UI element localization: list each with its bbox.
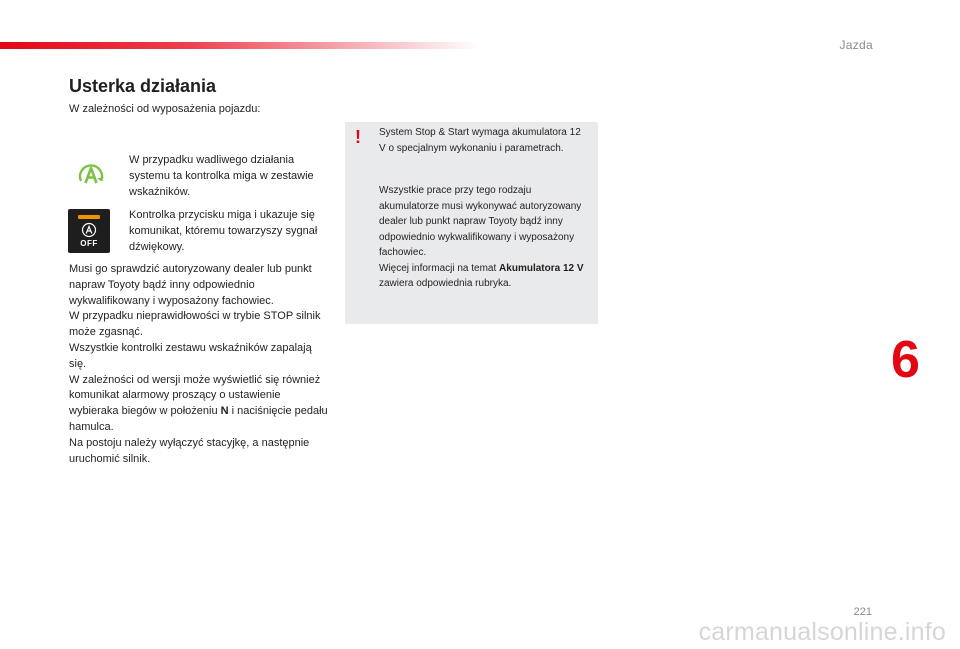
body-line: Na postoju należy wyłączyć stacyjkę, a następnie uruchomić silnik. — [69, 436, 310, 465]
body-line: W zależności od wersji może wyświetlić się również komunikat alarmowy proszący o ustawienie wybieraka biegów w położeniu N i naciśnięcie pedału hamulca. — [69, 373, 328, 433]
indicator-a-description: W przypadku wadliwego działania systemu ta kontrolka miga w zestawie wskaźników. — [129, 154, 314, 198]
body-line: Wszystkie kontrolki zestawu wskaźników zapalają się. — [69, 341, 312, 370]
note-paragraph: System Stop & Start wymaga akumulatora 12 V o specjalnym wykonaniu i parametrach. — [379, 127, 581, 154]
note-paragraph: Wszystkie prace przy tego rodzaju akumulatorze musi wykonywać autoryzowany dealer lub punkt napraw Toyoty bądź inny odpowiednio wykwalifikowany i wyposażony fachowiec. Więcej informacji na temat Akumulatora 12 V zawiera odpowiednia rubryka. — [379, 185, 584, 289]
body-text — [69, 262, 329, 467]
body-line: W przypadku nieprawidłowości w trybie STOP silnik może zgasnąć. — [69, 310, 321, 339]
stop-start-off-button-icon — [68, 209, 110, 253]
header-accent-bar — [0, 42, 480, 49]
watermark: carmanualsonline.info — [698, 618, 946, 646]
chapter-number: 6 — [891, 331, 920, 389]
indicator-off-description: Kontrolka przycisku miga i ukazuje się komunikat, któremu towarzyszy sygnał dźwiękowy. — [129, 209, 318, 253]
page-title: Usterka działania — [69, 76, 217, 96]
indicator-bar — [78, 215, 100, 219]
warning-exclamation-icon: ! — [355, 127, 361, 147]
page-number: 221 — [853, 606, 872, 618]
section-name: Jazda — [839, 38, 873, 52]
off-label: OFF — [80, 239, 98, 248]
body-line: Musi go sprawdzić autoryzowany dealer lub punkt napraw Toyoty bądź inny odpowiednio wykwalifikowany i wyposażony fachowiec. — [69, 263, 312, 307]
stop-start-a-icon — [76, 161, 106, 187]
intro-text: W zależności od wyposażenia pojazdu: — [69, 103, 261, 115]
